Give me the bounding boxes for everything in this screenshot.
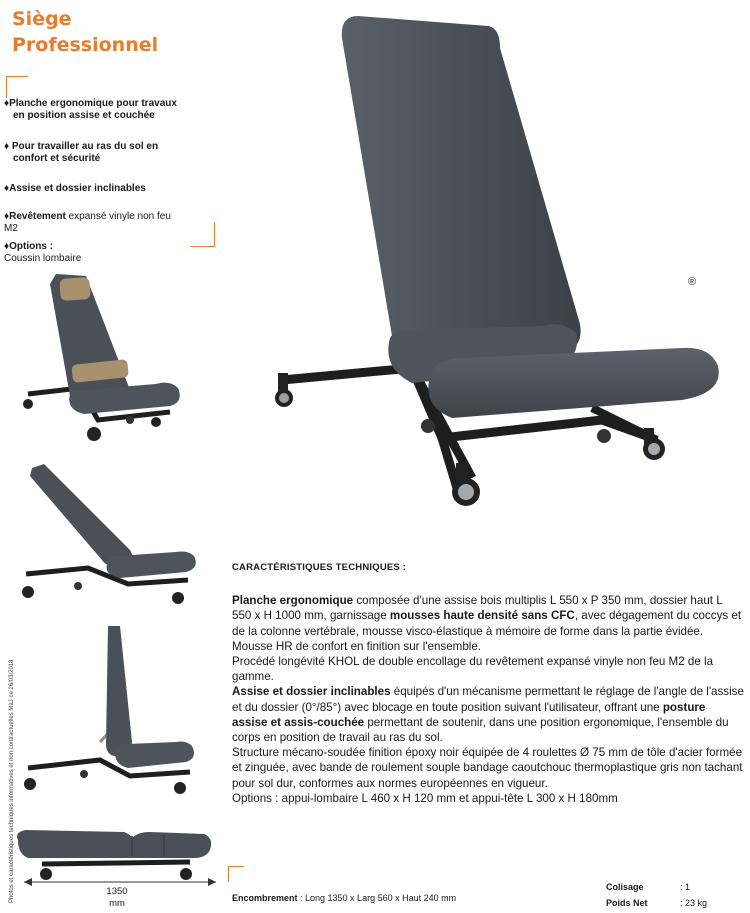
page-title: Siège Professionnel (12, 8, 159, 56)
specs-paragraph-reclining: Assise et dossier inclinables équipés d'un mécanisme permettant le réglage de l'angle de l'assise et du dossier (0°/85°) avec blocage en toute position suivant l'utilisateur, offrant une posture assise et assis-couchée permettant de soutenir, dans une position ergonomique, l'ensemble du corps en position de travail au ras du sol. (232, 685, 744, 745)
feature-item-ergonomic: ♦Planche ergonomique pour travaux en position assise et couchée (4, 98, 177, 121)
specs-paragraph-foam: Mousse HR de confort en finition sur l'ensemble. (232, 639, 482, 653)
specs-paragraph-process: Procédé longévité KHOL de double encollage du revêtement expansé vinyle non feu M2 de la gamme. (232, 655, 714, 684)
registered-mark: ® (688, 276, 697, 288)
corner-mark-bottom-left (228, 866, 244, 882)
bullet-icon: ♦ (4, 98, 10, 109)
bullet-icon: ♦ (4, 141, 10, 152)
thumbnail-reclined (18, 462, 198, 610)
encombrement-line: Encombrement : Long 1350 x Larg 560 x Haut 240 mm (232, 893, 457, 903)
dimension-label: 1350 mm (106, 886, 128, 909)
specs-paragraph-structure: Structure mécano-soudée finition époxy noir équipée de 4 roulettes Ø 75 mm de tôle d'acier formée et zinguée, avec bande de roulement souple bandage caoutchouc thermoplastique gris non tachant pour sol dur, conformes aux normes européennes en vigueur. (232, 746, 743, 790)
technical-specs (232, 560, 744, 806)
bullet-icon: ♦ (4, 183, 10, 194)
corner-mark-top-left (6, 76, 28, 98)
feature-item-options: ♦Options : Coussin lombaire (4, 241, 82, 264)
bullet-icon: ♦ (4, 241, 10, 252)
feature-item-floor: ♦ Pour travailler au ras du sol en confort et sécurité (4, 141, 159, 164)
thumbnail-upright (20, 622, 200, 802)
thumbnail-with-options (20, 270, 190, 450)
specs-paragraph-options: Options : appui-lombaire L 460 x H 120 mm et appui-tête L 300 x H 180mm (232, 791, 618, 805)
feature-item-covering: ♦Revêtement expansé vinyle non feu M2 (4, 211, 171, 234)
bullet-icon: ♦ (4, 211, 10, 222)
poids-value: : 23 kg (680, 898, 708, 908)
colisage-value: : 1 (680, 882, 691, 892)
specs-paragraph-board: Planche ergonomique composée d'une assise bois multiplis L 550 x P 350 mm, dossier haut L 550 x H 1000 mm, garnissage mousses haute densité sans CFC, avec dégagement du coccys et de la colonne vertébrale, mousse visco-élastique à mémoire de forme dans la partie évidée. (232, 594, 742, 638)
colisage-line: Colisage (606, 882, 644, 892)
feature-item-reclining: ♦Assise et dossier inclinables (4, 183, 146, 194)
legal-footnote: Photos et caractéristiques techniques informatives et non contractuelles MàJ ce 26/03/2018 (9, 659, 15, 903)
poids-line: Poids Net (606, 898, 648, 908)
specs-heading: CARACTÉRISTIQUES TECHNIQUES : (232, 562, 407, 573)
main-product-image (262, 8, 722, 518)
